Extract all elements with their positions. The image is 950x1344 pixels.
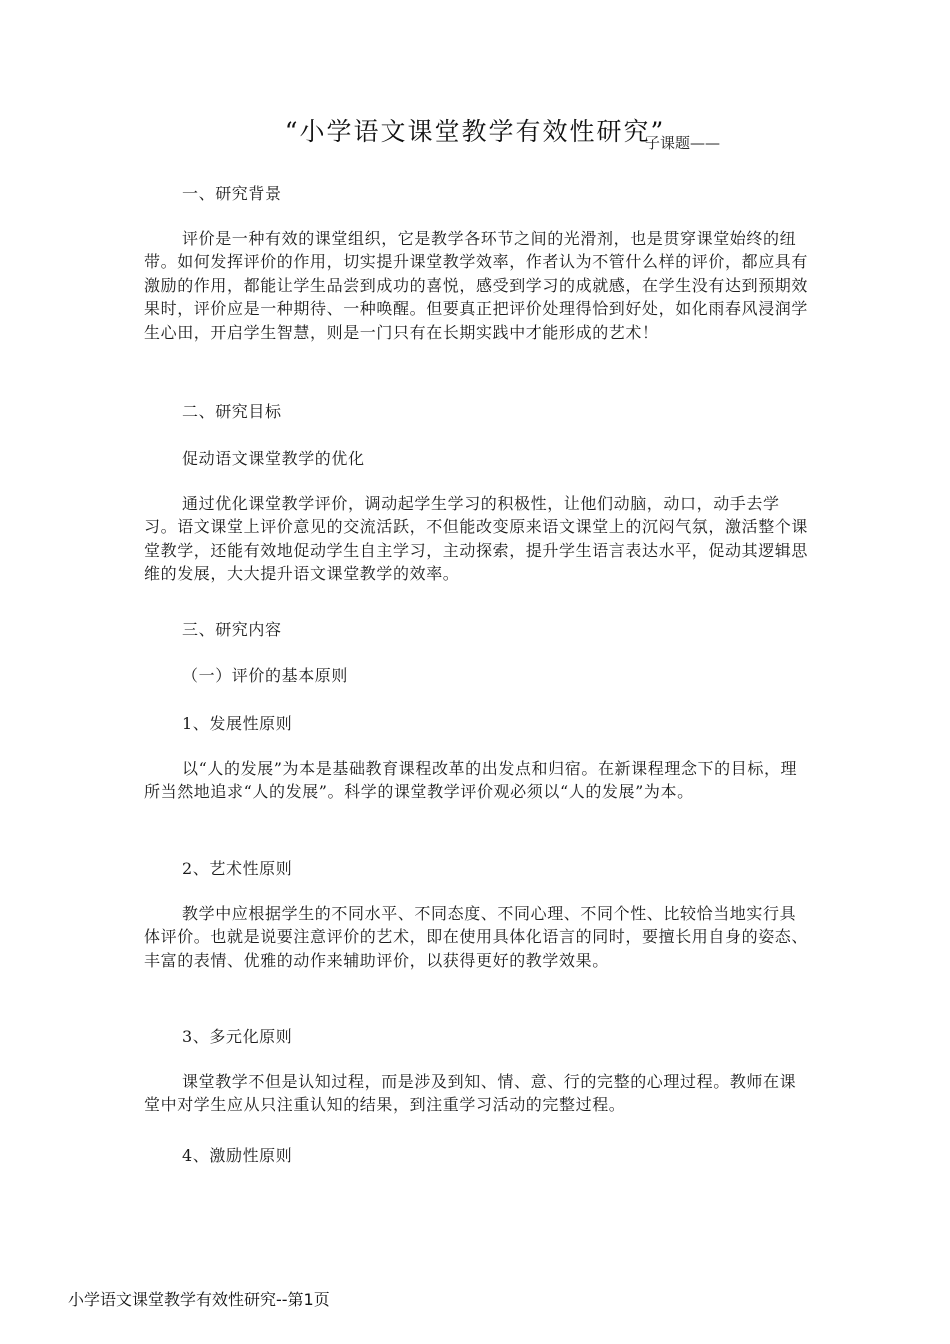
principle-heading-art: 2、艺术性原则: [182, 859, 293, 878]
paragraph-background: 评价是一种有效的课堂组织，它是教学各环节之间的光滑剂，也是贯穿课堂始终的纽带。如何发挥评价的作用，切实提升课堂教学效率，作者认为不管什么样的评价，都应具有激励的作用，都能让学生品尝到成功的喜悦，感受到学习的成就感，在学生没有达到预期效果时，评价应是一种期待、一种唤醒。但要真正把评价处理得恰到好处，如化雨春风浸润学生心田，开启学生智慧，则是一门只有在长期实践中才能形成的艺术！: [144, 229, 809, 342]
principle-heading-incentive: 4、激励性原则: [182, 1146, 293, 1165]
section-heading-background: 一、研究背景: [182, 184, 282, 203]
title-container: [0, 112, 950, 148]
paragraph-diverse: 课堂教学不但是认知过程，而是涉及到知、情、意、行的完整的心理过程。教师在课堂中对学生应从只注重认知的结果，到注重学习活动的完整过程。: [144, 1072, 797, 1115]
principle-heading-development: 1、发展性原则: [182, 714, 293, 733]
principle-heading-diverse: 3、多元化原则: [182, 1027, 293, 1046]
section-heading-content: 三、研究内容: [182, 620, 282, 639]
paragraph-goals-lead: 促动语文课堂教学的优化: [182, 449, 365, 468]
page-footer: 小学语文课堂教学有效性研究--第1页: [68, 1290, 330, 1309]
paragraph-development: 以“人的发展”为本是基础教育课程改革的出发点和归宿。在新课程理念下的目标，理所当然地追求“人的发展”。科学的课堂教学评价观必须以“人的发展”为本。: [144, 759, 798, 802]
section-heading-goals: 二、研究目标: [182, 402, 282, 421]
document-title: “小学语文课堂教学有效性研究”: [284, 117, 666, 146]
document-subtitle: 子课题——: [645, 134, 721, 152]
subsection-heading-principles: （一）评价的基本原则: [182, 666, 349, 685]
paragraph-goals: 通过优化课堂教学评价，调动起学生学习的积极性，让他们动脑，动口，动手去学习。语文课堂上评价意见的交流活跃，不但能改变原来语文课堂上的沉闷气氛，激活整个课堂教学，还能有效地促动学生自主学习，主动探索，提升学生语言表达水平，促动其逻辑思维的发展，大大提升语文课堂教学的效率。: [144, 494, 809, 584]
paragraph-art: 教学中应根据学生的不同水平、不同态度、不同心理、不同个性、比较恰当地实行具体评价。也就是说要注意评价的艺术，即在使用具体化语言的同时，要擅长用自身的姿态、丰富的表情、优雅的动作来辅助评价，以获得更好的教学效果。: [144, 904, 809, 970]
